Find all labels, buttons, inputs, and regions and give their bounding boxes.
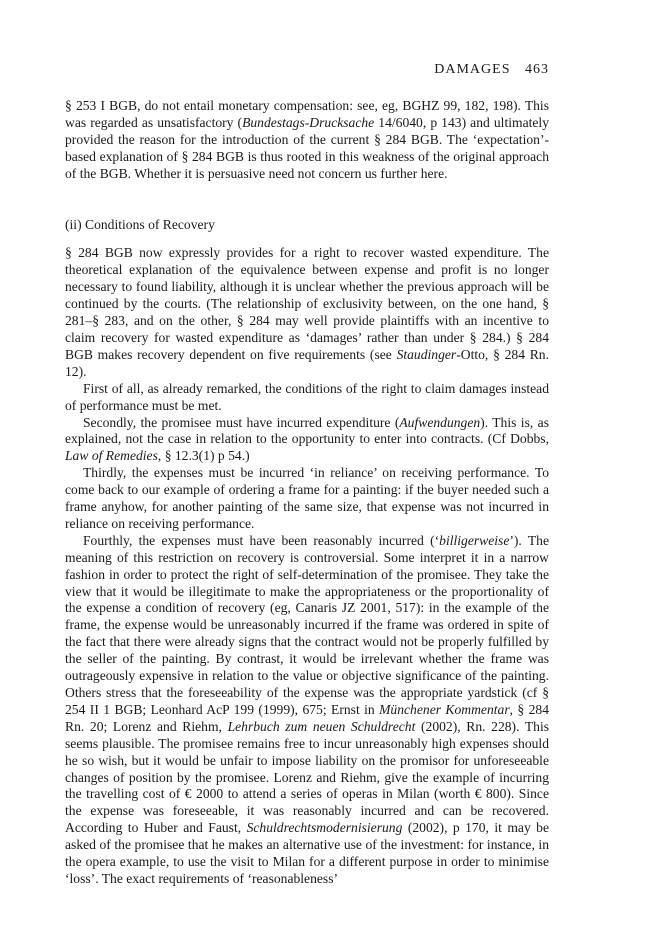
paragraph (65, 465, 549, 533)
text-run: Thirdly, the expenses must be incurred ‘in reliance’ on receiving performance. To come back to our example of ordering a frame for a painting: if the buyer needed such a frame anyhow, for another painting of the same size, that expense was not incurred in reliance on receiving performance. (65, 465, 549, 531)
italic-text: Schuldrechtsmodernisierung (246, 820, 403, 836)
italic-text: Bundestags-Drucksache (242, 114, 375, 130)
text-run: ’). The meaning of this restriction on recovery is controversial. Some interpret it in a narrow fashion in order to protect the right of self-determination of the promisee. They take the view that it would be illegitimate to make the appropriateness or the proportionality of the expense a condition of recovery (eg, Canaris JZ 2001, 517): in the example of the frame, the expense would be unreasonably incurred if the frame was ordered in spite of the fact that there were already signs that the contract would not be properly fulfilled by the seller of the painting. By contrast, it would be irrelevant whether the frame was outrageously expensive in relation to the value or objective significance of the painting. Others stress that the foreseeability of the expense was the appropriate yardstick (cf § 254 II 1 BGB; Leonhard AcP 199 (1999), 675; Ernst in (65, 532, 549, 717)
paragraph (65, 98, 549, 183)
text-run: -Otto, § 284 Rn. 12). (65, 346, 549, 379)
italic-text: Münchener Kommentar (379, 701, 510, 717)
italic-text: Lehrbuch zum neuen Schuldrecht (227, 718, 416, 734)
paragraph (65, 245, 549, 380)
italic-text: Aufwendungen (399, 414, 481, 430)
italic-text: Staudinger (396, 346, 457, 362)
text-run: 14/6040, p 143) and ultimately provided the reason for the introduction of the current § 284 BGB. The ‘expectation’-based explanation of § 284 BGB is thus rooted in this weakness of the original approach of the BGB. Whether it is persuasive need not concern us further here. (65, 114, 549, 181)
body-text (65, 98, 549, 888)
text-run: , § 284 Rn. 20; Lorenz and Riehm, (65, 701, 549, 734)
paragraph (65, 533, 549, 888)
paragraph (65, 415, 549, 466)
page-number: 463 (525, 62, 549, 77)
text-run: First of all, as already remarked, the conditions of the right to claim damages instead of performance must be met. (65, 380, 549, 413)
italic-text: Law of Remedies (65, 448, 158, 464)
text-run: (2002), p 170, it may be asked of the promisee that he makes an alternative use of the investment: for instance, in the opera example, to use the visit to Milan for a different purpose in order to minimise ‘loss’. The exact requirements of ‘reasonableness’ (65, 820, 549, 886)
text-run: § 284 BGB now expressly provides for a right to recover wasted expenditure. The theoretical explanation of the equivalence between expense and profit is no longer necessary to found liability, although it is unclear whether the previous approach will be continued by the courts. (The relationship of exclusivity between, on the one hand, § 281–§ 283, and on the other, § 284 may well provide plaintiffs with an incentive to claim recovery for wasted expenditure as ‘damages’ rather than under § 284.) § 284 BGB makes recovery dependent on five requirements (see (65, 245, 549, 362)
text-run: ). This is, as explained, not the case in relation to the opportunity to enter into contracts. (Cf Dobbs, (65, 414, 549, 447)
text-run: (2002), Rn. 228). This seems plausible. The promisee remains free to incur unreasonably high expenses should he so wish, but it would be unfair to impose liability on the promisor for unforeseeable changes of position by the promisee. Lorenz and Riehm, give the example of incurring the travelling cost of € 2000 to attend a series of operas in Milan (worth € 800). Since the expense was foreseeable, it was reasonably incurred and can be recovered. According to Huber and Faust, (65, 718, 550, 836)
running-head (434, 62, 549, 78)
text-run: , § 12.3(1) p 54.) (157, 448, 250, 464)
paragraph (65, 381, 549, 415)
text-run: § 253 I BGB, do not entail monetary compensation: see, eg, BGHZ 99, 182, 198). This was regarded as unsatisfactory ( (65, 98, 549, 130)
text-run: Fourthly, the expenses must have been reasonably incurred (‘ (83, 532, 440, 548)
text-run: (ii) Conditions of Recovery (65, 216, 215, 232)
running-head-title: DAMAGES (434, 62, 511, 77)
section-heading (65, 217, 549, 234)
italic-text: billigerweise (439, 532, 510, 548)
text-run: Secondly, the promisee must have incurred expenditure ( (83, 414, 400, 430)
